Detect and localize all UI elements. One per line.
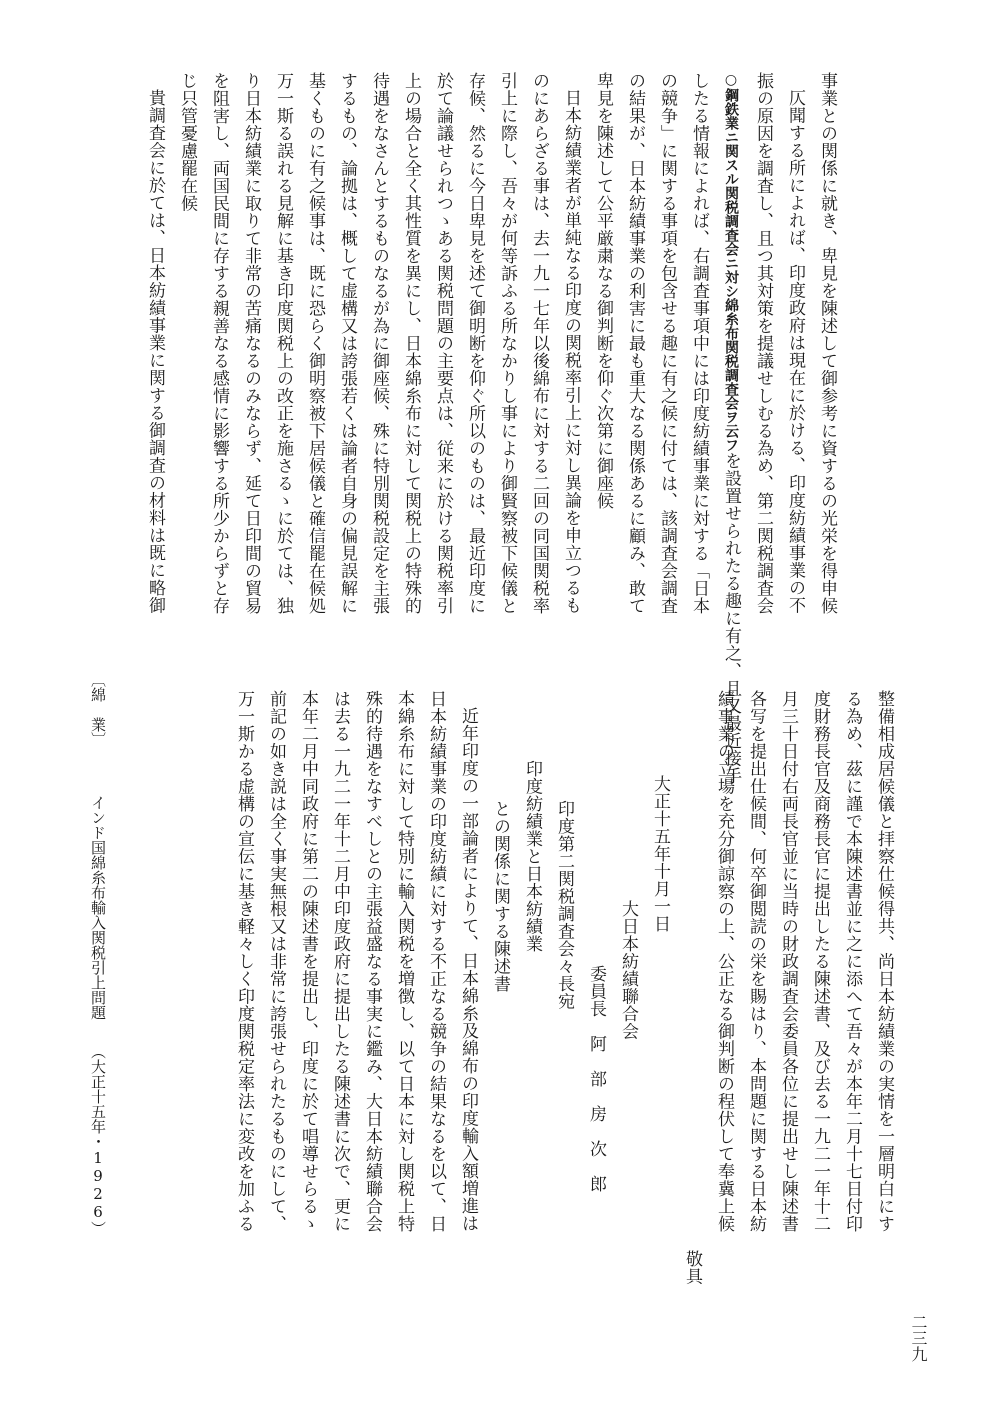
text-line: 仄聞する所によれば、印度政府は現在に於ける、印度紡績事業の不 xyxy=(785,89,805,614)
upper-text-block xyxy=(139,72,843,785)
text-line: 前記の如き説は全く事実無根又は非常に誇張せられたるものにして、 xyxy=(266,690,286,1233)
text-line: る為め、茲に謹で本陳述書並に之に添へて吾々が本年二月十七日付印 xyxy=(842,690,862,1233)
date-line: 大正十五年十月一日 xyxy=(650,775,670,933)
text-line: 万一斯かる虚構の宣伝に基き軽々しく印度関税定率法に変改を加ふる xyxy=(234,690,254,1233)
addressee: 印度第二関税調査会々長宛 xyxy=(554,800,574,1010)
text-line: 各写を提出仕候間、何卒御閲読の栄を賜はり、本問題に関する日本紡 xyxy=(746,690,766,1233)
text-line: 殊的待遇をなすべしとの主張益盛なる事実に鑑み、大日本紡績聯合会 xyxy=(362,690,382,1233)
text-line: 万一斯る誤れる見解に基き印度関税上の改正を施さるゝに於ては、独 xyxy=(273,72,293,615)
text-line: じ只管憂慮罷在候 xyxy=(177,72,197,212)
text-line: 基くものに有之候事は、既に恐らく御明察被下居候儀と確信罷在候処 xyxy=(305,72,325,615)
text-line: 引上に際し、吾々が何等訴ふる所なかりし事により御賢察被下候儀と xyxy=(497,72,517,615)
text-line: したる情報によれば、右調査事項中には印度紡績事業に対する「日本 xyxy=(689,72,709,615)
sender-name: 委員長 阿 部 房 次 郎 xyxy=(586,965,606,1193)
text-line: 於て論議せられつゝある関税問題の主要点は、従来に於ける関税率引 xyxy=(433,72,453,615)
text-line: 貴調査会に於ては、日本紡績事業に関する御調査の材料は既に略御 xyxy=(145,89,165,614)
text-line: 近年印度の一部論者によりて、日本綿糸及綿布の印度輸入額増進は xyxy=(458,707,478,1232)
closing-keigu: 敬具 xyxy=(682,1250,702,1285)
text-line: 事業との関係に就き、卑見を陳述して御参考に資するの光栄を得申候 xyxy=(817,72,837,615)
text-line: の結果が、日本紡績事業の利害に最も重大なる関係あるに顧み、敢て xyxy=(625,72,645,615)
inline-note: ○鋼鉄業ニ関スル関税調査会ニ対シ綿糸布関税調査会ヲ云フ xyxy=(723,72,739,452)
text-line: 月三十日付右両長官並に当時の財政調査会委員各位に提出せし陳述書 xyxy=(778,690,798,1233)
text-line: り日本紡績業に取りて非常の苦痛なるのみならず、延て日印間の貿易 xyxy=(241,72,261,615)
text-line: 日本紡績業者が単純なる印度の関税率引上に対し異論を申立つるも xyxy=(561,89,581,614)
inline-note-group xyxy=(715,72,747,785)
text-line: を阻害し、両国民間に存する親善なる感情に影響する所少からずと存 xyxy=(209,72,229,615)
text-line: 日本紡績事業の印度紡績に対する不正なる競争の結果なるを以て、日 xyxy=(426,690,446,1233)
text-line: は去る一九二一年十二月中印度政府に提出したる陳述書に次で、更に xyxy=(330,690,350,1233)
lower-text-block xyxy=(228,690,900,1305)
text-line: 本年二月中同政府に第二の陳述書を提出し、印度に於て唱導せらるゝ xyxy=(298,690,318,1233)
text-line: 度財務長官及商務長官に提出したる陳述書、及び去る一九二一年十二 xyxy=(810,690,830,1233)
text-line: 振の原因を調査し、且つ其対策を提議せしむる為め、第二関税調査会 xyxy=(753,72,773,615)
statement-title: 印度紡績業と日本紡績業 xyxy=(522,760,542,953)
text-line: 整備相成居候儀と拝察仕候得共、尚日本紡績業の実情を一層明白にす xyxy=(874,690,894,1233)
page-number: 二三九 xyxy=(909,1314,928,1362)
text-line: の競争」に関する事項を包含せる趣に有之候に付ては、該調査会調査 xyxy=(657,72,677,615)
running-header xyxy=(86,672,110,1236)
header-section: 〔綿 業〕 xyxy=(89,672,107,747)
sender-org: 大日本紡績聯合会 xyxy=(618,900,638,1040)
text-line: を設置せられたる趣に有之、且又最近接手 xyxy=(721,452,741,785)
text-line: 待遇をなさんとするものなるが為に御座候、殊に特別関税設定を主張 xyxy=(369,72,389,615)
text-line: 上の場合と全く其性質を異にし、日本綿糸布に対して関税上の特殊的 xyxy=(401,72,421,615)
text-line: 卑見を陳述して公平厳粛なる御判断を仰ぐ次第に御座候 xyxy=(593,72,613,510)
header-era: （大正十五年・1926） xyxy=(89,1044,107,1236)
text-line: 本綿糸布に対して特別に輸入関税を増徴し、以て日本に対し関税上特 xyxy=(394,690,414,1233)
text-line: のにあらざる事は、去一九一七年以後綿布に対する二回の同国関税率 xyxy=(529,72,549,615)
text-line: 存候、然るに今日卑見を述て御明断を仰ぐ所以のものは、最近印度に xyxy=(465,72,485,615)
text-line: 績事業の立場を充分御諒察の上、公正なる御判断の程伏して奉冀上候 xyxy=(714,690,734,1233)
header-title: インド国綿糸布輸入関税引上問題 xyxy=(89,795,107,1020)
text-line: するもの、論拠は、概して虚構又は誇張若くは論者自身の偏見誤解に xyxy=(337,72,357,615)
statement-title-cont: との関係に関する陳述書 xyxy=(490,800,510,993)
